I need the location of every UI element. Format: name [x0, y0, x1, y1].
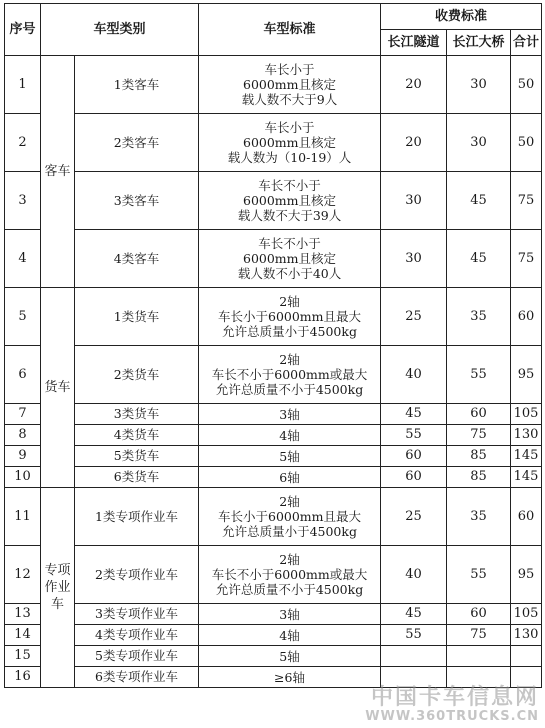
row-tunnel: 45	[381, 404, 447, 425]
row-no: 7	[5, 404, 41, 425]
row-tunnel: 25	[381, 288, 447, 346]
row-standard: 6轴	[199, 467, 381, 488]
row-tunnel: 30	[381, 172, 447, 230]
row-total: 95	[511, 346, 542, 404]
row-group: 货车	[41, 288, 75, 488]
row-bridge: 35	[447, 488, 511, 546]
row-tunnel: 25	[381, 488, 447, 546]
table-row	[5, 604, 542, 625]
table-row	[5, 346, 542, 404]
row-type: 3类客车	[75, 172, 199, 230]
row-type: 4类货车	[75, 425, 199, 446]
header-fee: 收费标准	[381, 4, 542, 30]
row-no: 8	[5, 425, 41, 446]
row-no: 10	[5, 467, 41, 488]
row-total: 130	[511, 425, 542, 446]
row-standard: 5轴	[199, 646, 381, 667]
table-row	[5, 114, 542, 172]
table-row	[5, 625, 542, 646]
table-row	[5, 404, 542, 425]
row-no: 2	[5, 114, 41, 172]
row-no: 6	[5, 346, 41, 404]
row-group: 专项 作业车	[41, 488, 75, 688]
header-no: 序号	[5, 4, 41, 56]
row-no: 14	[5, 625, 41, 646]
row-total: 145	[511, 446, 542, 467]
row-total: 50	[511, 56, 542, 114]
row-total: 75	[511, 172, 542, 230]
row-type: 3类货车	[75, 404, 199, 425]
row-bridge: 60	[447, 404, 511, 425]
row-bridge: 30	[447, 114, 511, 172]
row-standard: 4轴	[199, 625, 381, 646]
row-no: 15	[5, 646, 41, 667]
table-row	[5, 230, 542, 288]
row-total: 105	[511, 604, 542, 625]
row-bridge: 85	[447, 467, 511, 488]
row-type: 2类客车	[75, 114, 199, 172]
row-tunnel: 20	[381, 56, 447, 114]
row-tunnel: 40	[381, 546, 447, 604]
row-total: 105	[511, 404, 542, 425]
row-type: 3类专项作业车	[75, 604, 199, 625]
row-standard: 车长不小于 6000mm且核定 载人数不小于40人	[199, 230, 381, 288]
header-bridge: 长江大桥	[447, 30, 511, 56]
row-no: 11	[5, 488, 41, 546]
table-row	[5, 172, 542, 230]
row-total: 60	[511, 488, 542, 546]
row-standard: ≥6轴	[199, 667, 381, 688]
row-tunnel: 30	[381, 230, 447, 288]
row-total: 60	[511, 288, 542, 346]
row-type: 5类专项作业车	[75, 646, 199, 667]
row-group: 客车	[41, 56, 75, 288]
header-total: 合计	[511, 30, 542, 56]
row-standard: 5轴	[199, 446, 381, 467]
row-type: 1类货车	[75, 288, 199, 346]
row-standard: 2轴 车长不小于6000mm或最大 允许总质量不小于4500kg	[199, 346, 381, 404]
row-bridge: 75	[447, 625, 511, 646]
row-type: 1类专项作业车	[75, 488, 199, 546]
row-bridge	[447, 646, 511, 667]
table-row	[5, 467, 542, 488]
row-no: 9	[5, 446, 41, 467]
row-tunnel: 45	[381, 604, 447, 625]
row-bridge: 45	[447, 230, 511, 288]
row-no: 5	[5, 288, 41, 346]
row-total	[511, 646, 542, 667]
table-row	[5, 446, 542, 467]
row-standard: 车长小于 6000mm且核定 载人数不大于9人	[199, 56, 381, 114]
table-row	[5, 546, 542, 604]
row-total: 50	[511, 114, 542, 172]
row-standard: 3轴	[199, 604, 381, 625]
row-bridge: 75	[447, 425, 511, 446]
row-no: 12	[5, 546, 41, 604]
row-tunnel	[381, 646, 447, 667]
row-no: 1	[5, 56, 41, 114]
table-row	[5, 425, 542, 446]
row-total: 75	[511, 230, 542, 288]
watermark	[365, 686, 539, 724]
row-bridge: 30	[447, 56, 511, 114]
row-bridge: 85	[447, 446, 511, 467]
row-no: 16	[5, 667, 41, 688]
row-standard: 4轴	[199, 425, 381, 446]
row-no: 13	[5, 604, 41, 625]
table-row	[5, 488, 542, 546]
row-type: 1类客车	[75, 56, 199, 114]
row-standard: 2轴 车长小于6000mm且最大 允许总质量小于4500kg	[199, 288, 381, 346]
row-bridge: 60	[447, 604, 511, 625]
watermark-en: WWW.360TRUCKS.CN	[365, 709, 539, 724]
row-tunnel: 60	[381, 467, 447, 488]
row-type: 4类专项作业车	[75, 625, 199, 646]
row-bridge: 55	[447, 346, 511, 404]
row-no: 3	[5, 172, 41, 230]
row-type: 6类货车	[75, 467, 199, 488]
row-standard: 2轴 车长不小于6000mm或最大 允许总质量不小于4500kg	[199, 546, 381, 604]
table-body	[5, 56, 542, 688]
row-total: 95	[511, 546, 542, 604]
row-bridge: 55	[447, 546, 511, 604]
table-row	[5, 56, 542, 114]
row-type: 5类货车	[75, 446, 199, 467]
row-total: 130	[511, 625, 542, 646]
table-row	[5, 288, 542, 346]
row-type: 2类专项作业车	[75, 546, 199, 604]
row-standard: 3轴	[199, 404, 381, 425]
row-bridge: 45	[447, 172, 511, 230]
row-total: 145	[511, 467, 542, 488]
row-type: 4类客车	[75, 230, 199, 288]
row-tunnel: 55	[381, 625, 447, 646]
row-type: 2类货车	[75, 346, 199, 404]
row-standard: 2轴 车长小于6000mm且最大 允许总质量小于4500kg	[199, 488, 381, 546]
row-standard: 车长不小于 6000mm且核定 载人数不大于39人	[199, 172, 381, 230]
row-tunnel: 40	[381, 346, 447, 404]
watermark-cn: 中国卡车信息网	[370, 685, 539, 710]
header-tunnel: 长江隧道	[381, 30, 447, 56]
header-category: 车型类别	[41, 4, 199, 56]
row-standard: 车长小于 6000mm且核定 载人数为（10-19）人	[199, 114, 381, 172]
row-tunnel: 60	[381, 446, 447, 467]
row-no: 4	[5, 230, 41, 288]
row-bridge: 35	[447, 288, 511, 346]
row-tunnel: 55	[381, 425, 447, 446]
fee-table-container	[4, 3, 541, 688]
header-standard: 车型标准	[199, 4, 381, 56]
table-row	[5, 646, 542, 667]
row-type: 6类专项作业车	[75, 667, 199, 688]
fee-table	[4, 3, 542, 688]
row-tunnel: 20	[381, 114, 447, 172]
header-row-1	[5, 4, 542, 30]
